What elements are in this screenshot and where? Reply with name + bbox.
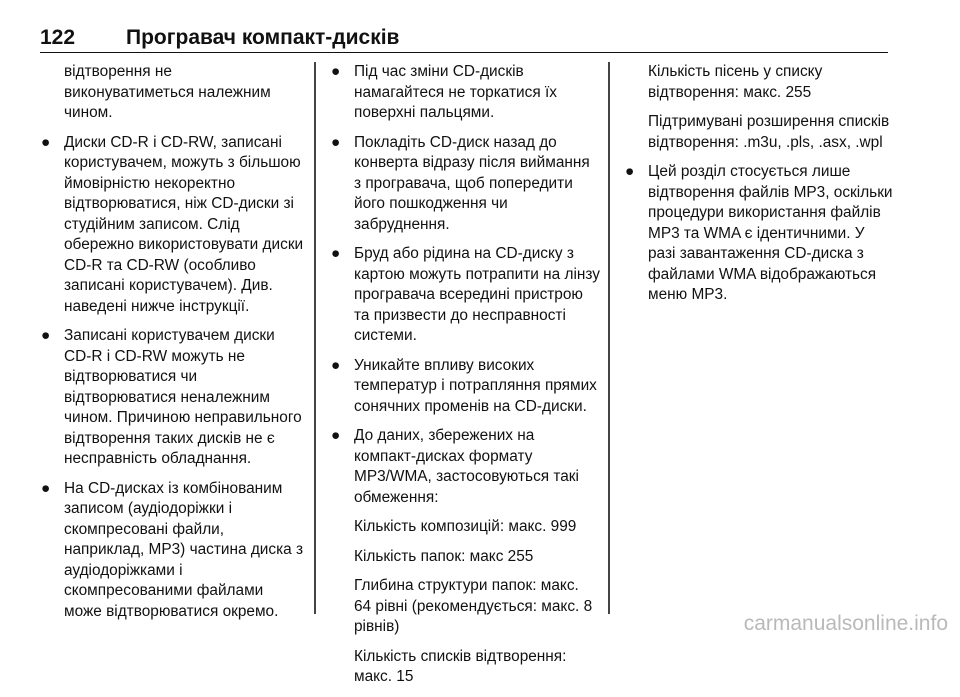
page-title: Програвач компакт-дисків <box>126 26 400 49</box>
column-divider <box>608 62 610 614</box>
bullet-icon: ● <box>625 163 635 180</box>
list-item-text: Під час зміни CD-дисків намагайтеся не торкатися їх поверхні пальцями. <box>354 63 557 121</box>
list-item <box>330 62 600 124</box>
text-column-1 <box>40 62 304 631</box>
list-item <box>624 162 896 306</box>
column-divider <box>314 62 316 614</box>
list-item <box>40 479 304 623</box>
bullet-icon: ● <box>41 327 51 344</box>
list-item <box>40 326 304 470</box>
limit-line: Кількість композицій: макс. 999 <box>354 518 577 535</box>
list-item-text: Уникайте впливу високих температур і потрапляння прямих сонячних променів на CD-диски. <box>354 356 597 415</box>
list-item <box>330 426 600 508</box>
paragraph-continuation: відтворення не виконуватиметься належним чином. <box>64 63 271 121</box>
list-item <box>330 133 600 236</box>
list-item-text: Цей розділ стосується лише відтворення файлів MP3, оскільки процедури використання файлів MP3 та WMA є ідентичними. У разі завантаження CD-диска з файлами WMA відображаються меню MP3. <box>648 163 893 303</box>
limit-line: Кількість папок: макс 255 <box>354 547 534 565</box>
list-item <box>330 244 600 347</box>
bullet-icon: ● <box>41 479 51 497</box>
list-item <box>330 356 600 418</box>
bullet-icon: ● <box>331 245 341 262</box>
list-item-text: Бруд або рідина на CD-диску з картою можуть потрапити на лінзу програвача всередині пристрою та призвести до несправності системи. <box>354 245 600 344</box>
bullet-icon: ● <box>331 133 341 151</box>
list-item-text: Записані користувачем диски CD-R і CD-RW можуть не відтворюватися чи відтворюватися неналежним чином. Причиною неправильного відтворення таких дисків не є несправність обладнання. <box>64 327 302 467</box>
list-item-text: На CD-дисках із комбінованим записом (аудіодоріжки і скомпресовані файли, наприклад, MP3) частина диска з аудіодоріжками і скомпресованими файлами може відтворюватися окремо. <box>64 479 304 620</box>
limit-line: Глибина структури папок: макс. 64 рівні (рекомендується: макс. 8 рівнів) <box>354 577 593 635</box>
limit-line: Підтримувані розширення списків відтворення: .m3u, .pls, .asx, .wpl <box>648 113 890 151</box>
list-item <box>40 133 304 318</box>
page-header <box>40 26 888 53</box>
page-number: 122 <box>40 26 76 49</box>
bullet-icon: ● <box>331 63 341 80</box>
list-item-text: Покладіть CD-диск назад до конверта відразу після виймання з програвача, щоб попередити його пошкодження чи забруднення. <box>354 133 590 233</box>
bullet-icon: ● <box>331 356 341 374</box>
limit-line: Кількість пісень у списку відтворення: макс. 255 <box>648 63 823 101</box>
bullet-icon: ● <box>331 427 341 444</box>
list-item-text: До даних, збережених на компакт-дисках формату MP3/WMA, застосовуються такі обмеження: <box>354 427 579 506</box>
text-column-3 <box>624 62 896 315</box>
list-item-text: Диски CD-R і CD-RW, записані користувачем, можуть з більшою ймовірністю некоректно відтворюватися, ніж CD-диски зі студійним записом. Слід обережно використовувати диски CD-R та CD-RW (особливо записані користувачем). Див. наведені нижче інструкції. <box>64 133 304 315</box>
text-column-2 <box>330 62 600 697</box>
limit-line: Кількість списків відтворення: макс. 15 <box>354 647 567 685</box>
watermark: carmanualsonline.info <box>743 612 948 635</box>
bullet-icon: ● <box>41 133 51 151</box>
